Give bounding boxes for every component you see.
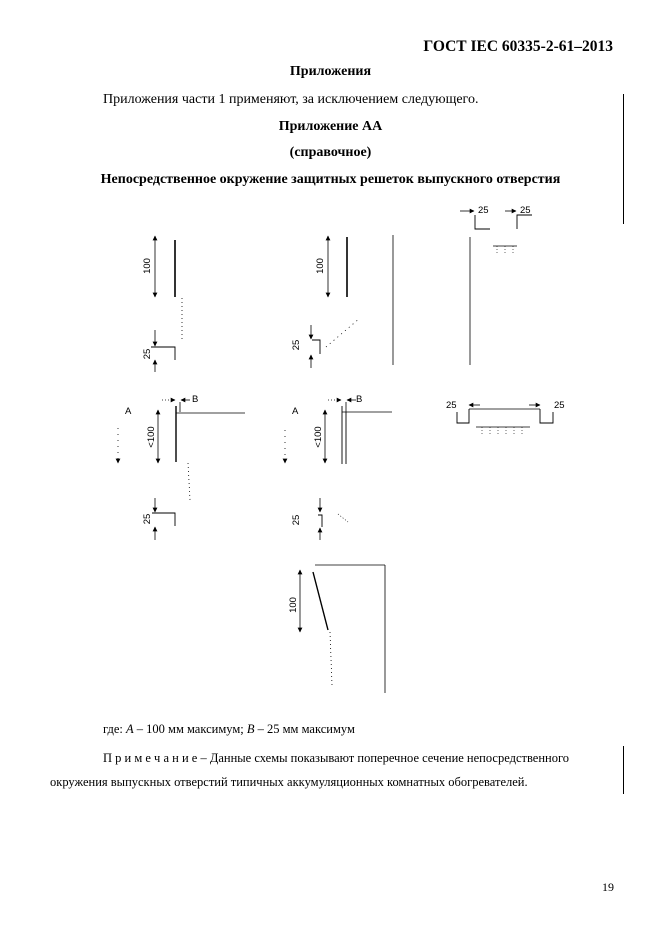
annexes-title: Приложения	[289, 64, 372, 79]
dim-lt100-label: <100	[146, 426, 157, 448]
dim-25-label: 25	[478, 205, 489, 216]
label-b: B	[356, 394, 363, 405]
label-b: B	[192, 394, 199, 405]
dim-100-label: 100	[142, 258, 153, 274]
dim-25-label: 25	[446, 400, 457, 411]
legend-a-text: – 100 мм максимум;	[133, 722, 247, 736]
diagram-3	[460, 205, 532, 365]
annexes-intro: Приложения части 1 применяют, за исключением следующего.	[103, 92, 479, 107]
legend-b-text: – 25 мм максимум	[254, 722, 355, 736]
annex-aa-subtitle: Непосредственное окружение защитных решеток выпускного отверстия	[100, 172, 561, 187]
margin-rule-bottom	[623, 746, 624, 794]
note-line-1	[103, 751, 569, 766]
annex-aa-status: (справочное)	[289, 145, 372, 160]
dim-25-label: 25	[142, 348, 153, 360]
diagram-2	[291, 235, 393, 368]
dim-25-label: 25	[291, 339, 302, 351]
legend	[103, 722, 355, 737]
standard-code: ГОСТ IEC 60335-2-61–2013	[423, 38, 613, 55]
label-a: A	[292, 406, 299, 417]
dim-25-label: 25	[142, 513, 153, 525]
dim-25-label: 25	[554, 400, 565, 411]
diagram-1	[142, 236, 182, 372]
legend-prefix: где:	[103, 722, 123, 736]
page-number: 19	[602, 880, 614, 894]
dim-lt100-label: <100	[313, 426, 324, 448]
outlet-grille-figure	[0, 195, 661, 705]
diagram-5	[285, 394, 392, 540]
note-text-1: – Данные схемы показывают поперечное сечение непосредственного	[197, 751, 570, 765]
dim-100-label: 100	[288, 597, 299, 613]
note-line-2: окружения выпускных отверстий типичных аккумуляционных комнатных обогревателей.	[50, 775, 528, 789]
label-a: A	[125, 406, 132, 417]
diagram-6	[446, 400, 565, 434]
legend-a-symbol: A	[126, 722, 134, 736]
note-label: П р и м е ч а н и е	[103, 751, 198, 765]
diagram-4	[118, 394, 245, 540]
annex-aa-title: Приложение АА	[278, 119, 383, 134]
dim-25-label: 25	[291, 514, 302, 526]
dim-100-label: 100	[315, 258, 326, 274]
diagram-7	[288, 565, 385, 693]
legend-b-symbol: B	[246, 722, 255, 736]
dim-25-label: 25	[520, 205, 531, 216]
